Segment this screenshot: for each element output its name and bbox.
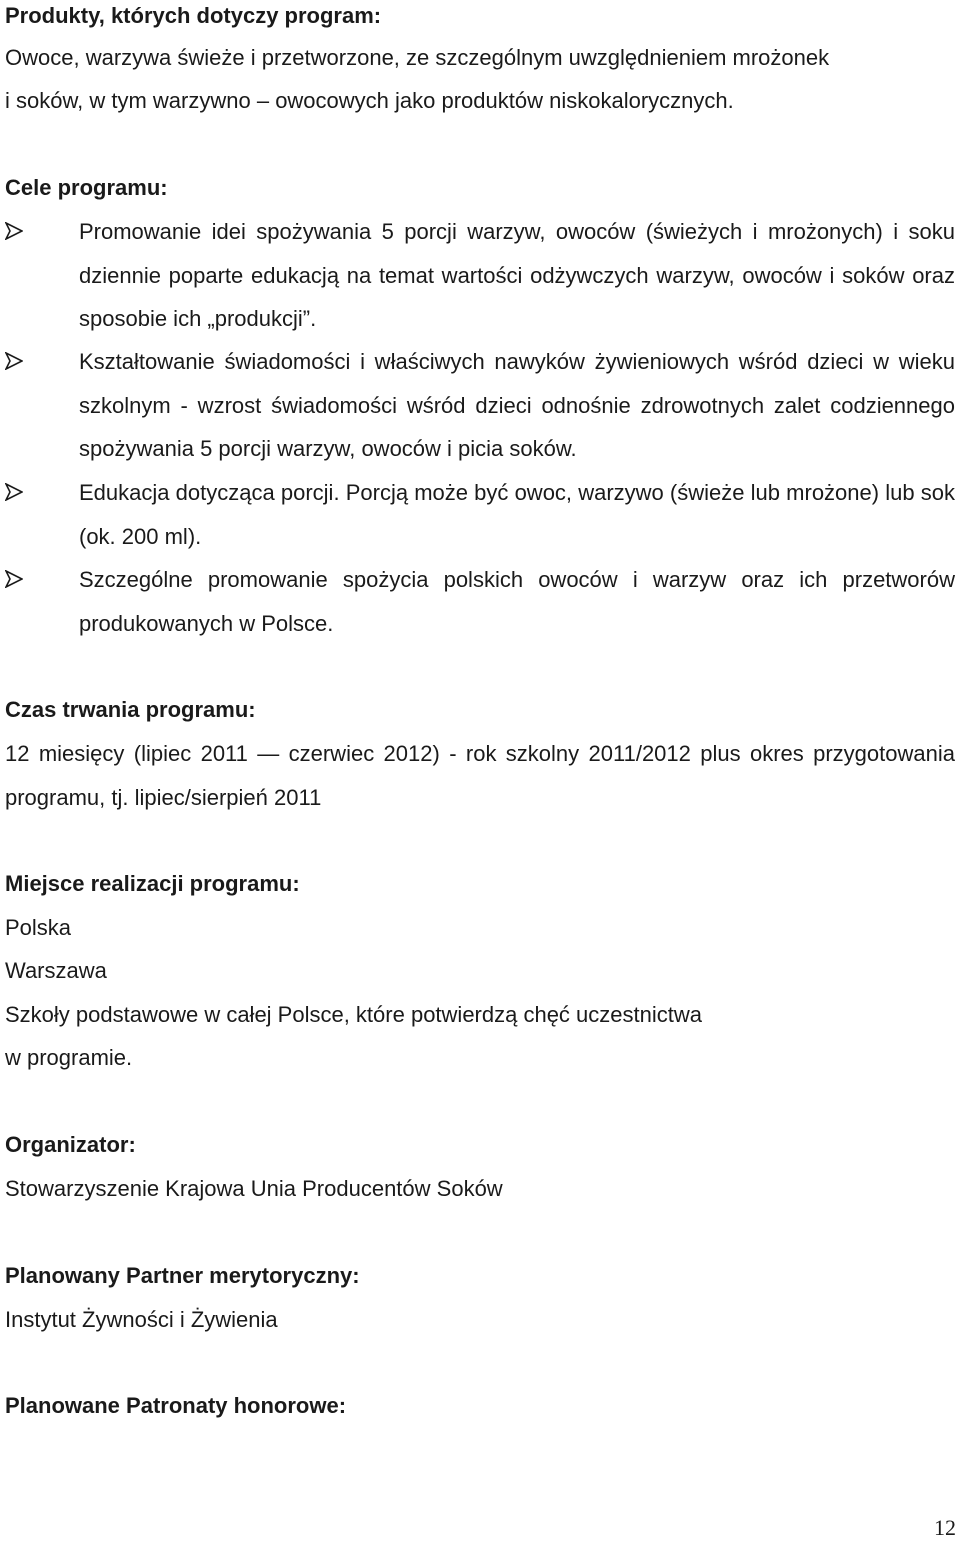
goal-text-3: Edukacja dotycząca porcji. Porcją może być owoc, warzywo (świeże lub mrożone) lub sok (ok. 200 ml). <box>79 480 955 549</box>
place-line-2: Warszawa <box>5 958 107 983</box>
duration-text: 12 miesięcy (lipiec 2011 — czerwiec 2012) - rok szkolny 2011/2012 plus okres przygotowania programu, tj. lipiec/sierpień 2011 <box>5 741 955 810</box>
heading-place: Miejsce realizacji programu: <box>5 871 300 896</box>
heading-products: Produkty, których dotyczy program: <box>5 3 382 28</box>
organizer-text: Stowarzyszenie Krajowa Unia Producentów Soków <box>5 1176 503 1201</box>
page-number: 12 <box>934 1515 956 1540</box>
products-line-2: i soków, w tym warzywno – owocowych jako produktów niskokalorycznych. <box>5 88 734 113</box>
arrowhead-bullet-icon <box>5 352 23 370</box>
arrowhead-bullet-icon <box>5 570 23 588</box>
heading-partner: Planowany Partner merytoryczny: <box>5 1263 360 1288</box>
products-line-1: Owoce, warzywa świeże i przetworzone, ze szczególnym uwzględnieniem mrożonek <box>5 45 830 70</box>
place-line-1: Polska <box>5 915 72 940</box>
heading-goals: Cele programu: <box>5 175 168 200</box>
goal-text-1: Promowanie idei spożywania 5 porcji warzyw, owoców (świeżych i mrożonych) i soku dziennie poparte edukacją na temat wartości odżywczych warzyw, owoców i soków oraz sposobie ich „produkcji”. <box>79 219 955 331</box>
goal-text-2: Kształtowanie świadomości i właściwych nawyków żywieniowych wśród dzieci w wieku szkolnym - wzrost świadomości wśród dzieci odnośnie zdrowotnych zalet codziennego spożywania 5 porcji warzyw, owoców i picia soków. <box>79 349 955 461</box>
heading-patronage: Planowane Patronaty honorowe: <box>5 1393 347 1418</box>
goal-text-4: Szczególne promowanie spożycia polskich owoców i warzyw oraz ich przetworów produkowanych w Polsce. <box>79 567 955 636</box>
place-line-3: Szkoły podstawowe w całej Polsce, które potwierdzą chęć uczestnictwa <box>5 1002 702 1027</box>
heading-duration: Czas trwania programu: <box>5 697 256 722</box>
arrowhead-bullet-icon <box>5 222 23 240</box>
arrowhead-bullet-icon <box>5 483 23 501</box>
place-line-4: w programie. <box>5 1045 133 1070</box>
heading-organizer: Organizator: <box>5 1132 136 1157</box>
partner-text: Instytut Żywności i Żywienia <box>5 1307 278 1332</box>
